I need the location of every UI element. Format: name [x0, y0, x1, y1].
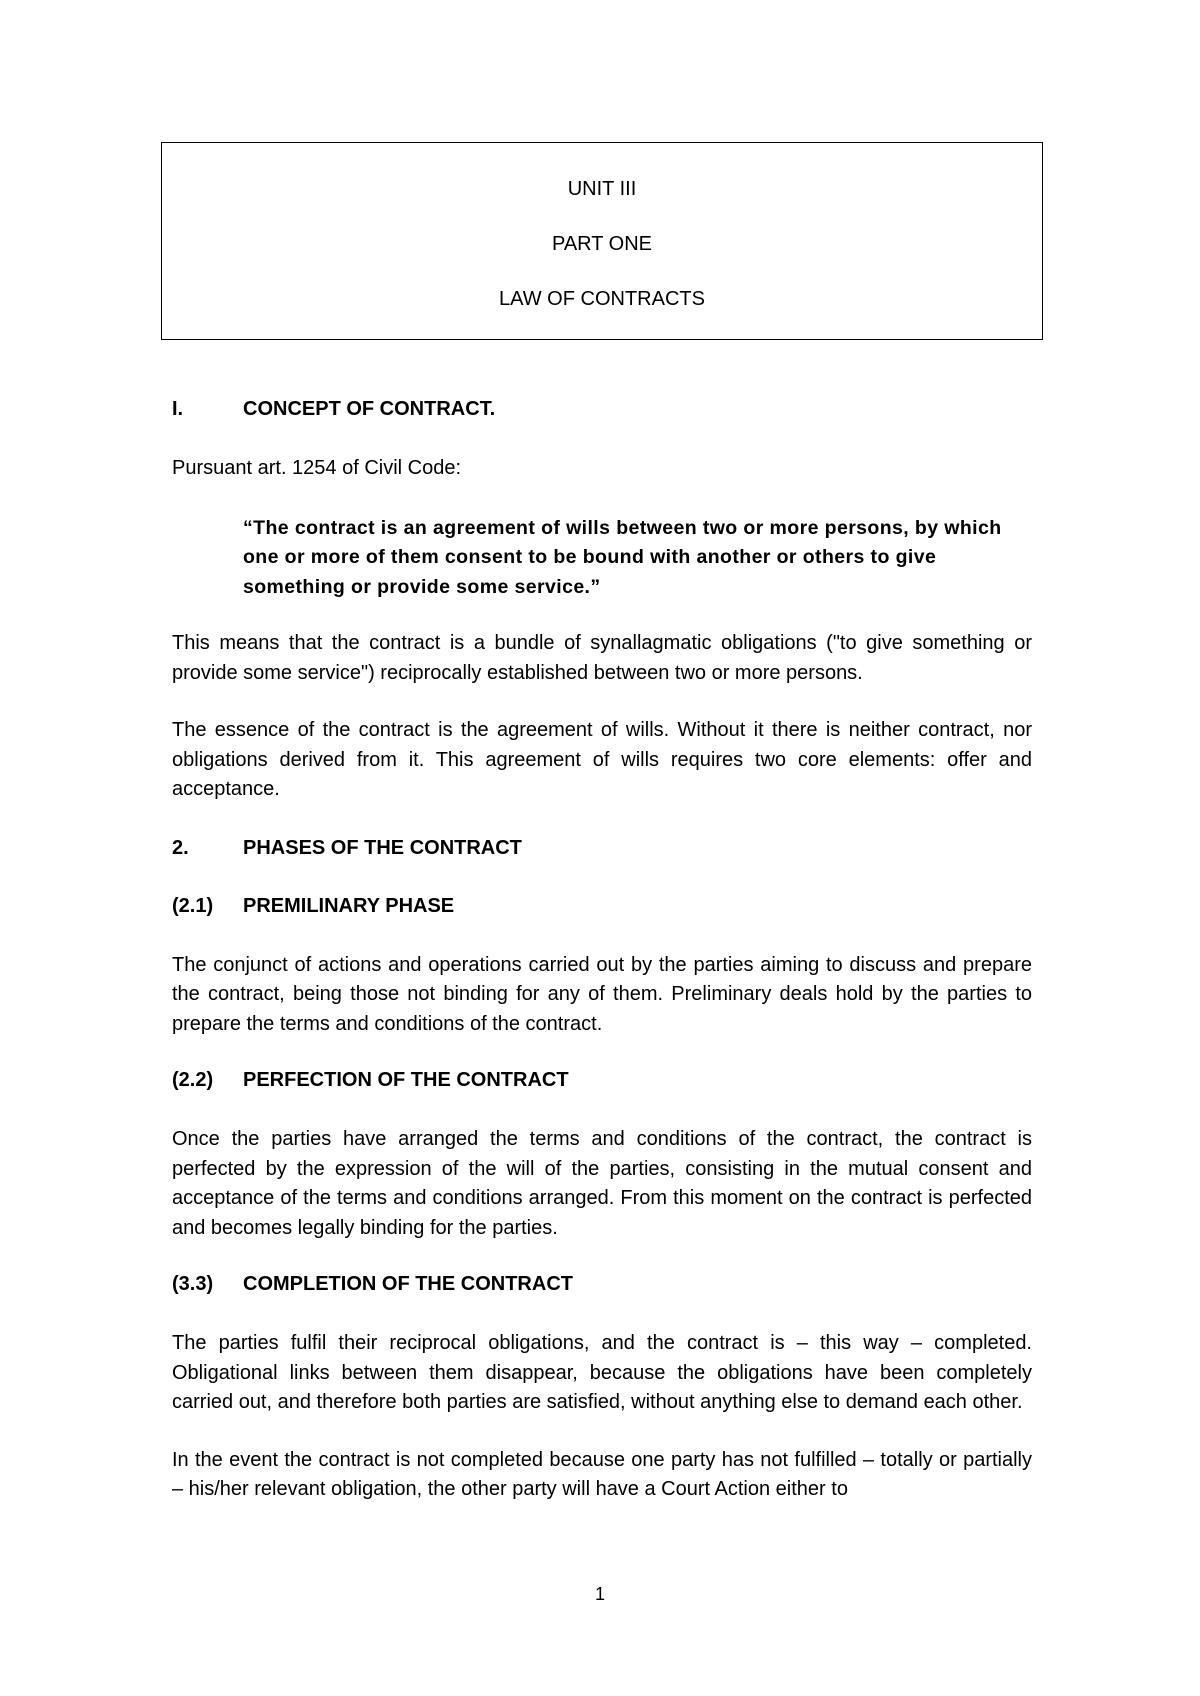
page-number: 1: [594, 1584, 605, 1604]
section-number: I.: [172, 398, 184, 420]
subsection-title: COMPLETION OF THE CONTRACT: [243, 1273, 573, 1295]
title-box: [161, 142, 1043, 340]
subsection-number: (2.1): [172, 894, 214, 917]
subsection-heading-preliminary: [172, 893, 1032, 919]
subsection-title: PREMILINARY PHASE: [243, 894, 455, 917]
section-title: CONCEPT OF CONTRACT.: [243, 398, 496, 420]
subsection-heading-perfection: [172, 1067, 1032, 1093]
section-number: 2.: [172, 836, 189, 859]
section-heading-concept: [172, 396, 1032, 422]
quote-definition: “The contract is an agreement of wills between two or more persons, by which one or more of them consent to be bound with another or others to give something or provide some service.”: [243, 516, 1002, 598]
paragraph-preliminary: The conjunct of actions and operations carried out by the parties aiming to discuss and prepare the contract, being those not binding for any of them. Preliminary deals hold by the parties to prepare the terms and conditions of the contract.: [172, 953, 1032, 1035]
paragraph-essence: The essence of the contract is the agreement of wills. Without it there is neither contract, nor obligations derived from it. This agreement of wills requires two core elements: offer and acceptance.: [172, 719, 1032, 800]
paragraph-breach: In the event the contract is not completed because one party has not fulfilled – totally or partially – his/her relevant obligation, the other party will have a Court Action either to: [172, 1448, 1032, 1500]
part-title: PART ONE: [551, 233, 653, 255]
unit-title: UNIT III: [567, 178, 637, 200]
subsection-heading-completion: [172, 1271, 1032, 1297]
section-title: PHASES OF THE CONTRACT: [243, 836, 522, 859]
section-heading-phases: [172, 835, 1032, 861]
subsection-number: (2.2): [172, 1069, 214, 1091]
subsection-title: PERFECTION OF THE CONTRACT: [243, 1069, 569, 1091]
paragraph-synallagmatic: This means that the contract is a bundle of synallagmatic obligations ("to give something or provide some service") reciprocally established between two or more persons.: [172, 632, 1032, 684]
paragraph-intro: Pursuant art. 1254 of Civil Code:: [172, 457, 462, 479]
subsection-number: (3.3): [172, 1273, 214, 1295]
paragraph-perfection: Once the parties have arranged the terms and conditions of the contract, the contract is perfected by the expression of the will of the parties, consisting in the mutual consent and acceptance of the terms and conditions arranged. From this moment on the contract is perfected and becomes legally binding for the parties.: [172, 1128, 1032, 1239]
document-title: LAW OF CONTRACTS: [499, 288, 705, 310]
document-body: [172, 396, 1032, 1533]
paragraph-completion: The parties fulfil their reciprocal obligations, and the contract is – this way – completed. Obligational links between them disappear, because the obligations have been completely carried out, and therefore both parties are satisfied, without anything else to demand each other.: [172, 1332, 1032, 1413]
